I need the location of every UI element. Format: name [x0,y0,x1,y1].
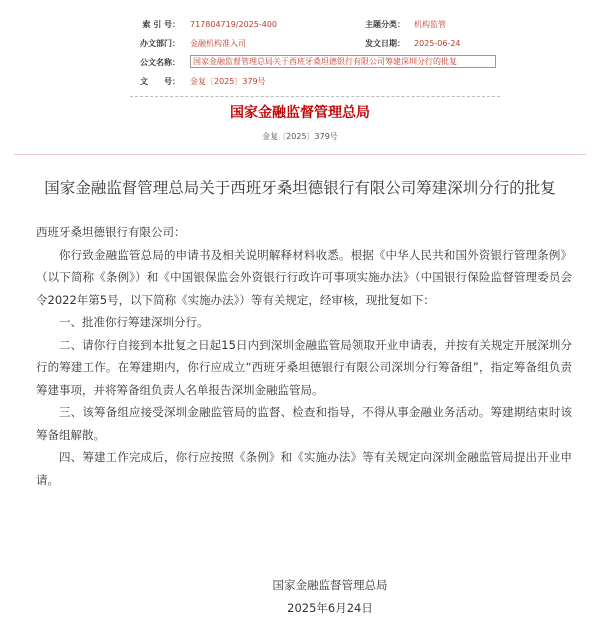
signature-organization: 国家金融监督管理总局 [272,578,388,592]
agency-header: 国家金融监督管理总局 [230,105,370,121]
category-value: 机构监管 [414,20,446,29]
signature-date: 2025年6月24日 [287,601,373,615]
metadata-row [0,18,600,32]
document-name-value: 国家金融监督管理总局关于西班牙桑坦德银行有限公司筹建深圳分行的批复 [190,55,496,68]
metadata-divider [130,96,500,97]
body-paragraph: 三、该筹备组应接受深圳金融监管局的监督、检查和指导，不得从事金融业务活动。筹建期结束时该筹备组解散。 [36,405,572,442]
document-number-label: 文 号： [140,77,180,86]
metadata-row [0,37,600,51]
addressee: 西班牙桑坦德银行有限公司： [36,225,186,239]
document-title: 国家金融监督管理总局关于西班牙桑坦德银行有限公司筹建深圳分行的批复 [44,179,556,197]
document-body [36,221,572,491]
issuing-office-label: 办文部门： [140,39,180,48]
document-number-value: 金复〔2025〕379号 [190,77,266,86]
body-paragraph: 四、筹建工作完成后，你行应按照《条例》和《实施办法》等有关规定向深圳金融监管局提出开业申请。 [36,450,572,487]
body-paragraph: 二、请你行自接到本批复之日起15日内到深圳金融监管局领取开业申请表，并按有关规定开展深圳分行的筹建工作。在筹建期内，你行应成立“西班牙桑坦德银行有限公司深圳分行筹备组”，指定筹备组负责筹建事项，并将筹备组负责人名单报告深圳金融监管局。 [36,337,572,397]
document-name-label: 公文名称： [140,58,180,67]
metadata-row [0,56,600,70]
issue-date-label: 发文日期： [365,39,405,48]
document-reference: 金复〔2025〕379号 [262,132,338,141]
issuing-office-value: 金融机构准入司 [190,39,246,48]
document-metadata-panel [0,14,600,92]
category-label: 主题分类： [365,20,405,29]
index-number-label: 索 引 号： [142,20,180,29]
body-paragraph: 一、批准你行筹建深圳分行。 [59,315,209,329]
index-number-value: 717804719/2025-400 [190,20,278,29]
header-divider [14,154,586,155]
issue-date-value: 2025-06-24 [414,39,461,48]
body-paragraph: 你行致金融监管总局的申请书及相关说明解释材料收悉。根据《中华人民共和国外资银行管理条例》（以下简称《条例》）和《中国银保监会外资银行行政许可事项实施办法》（中国银行保险监督管理委员会令2022年第5号，以下简称《实施办法》）等有关规定，经审核，现批复如下： [36,247,572,307]
metadata-row [0,75,600,89]
